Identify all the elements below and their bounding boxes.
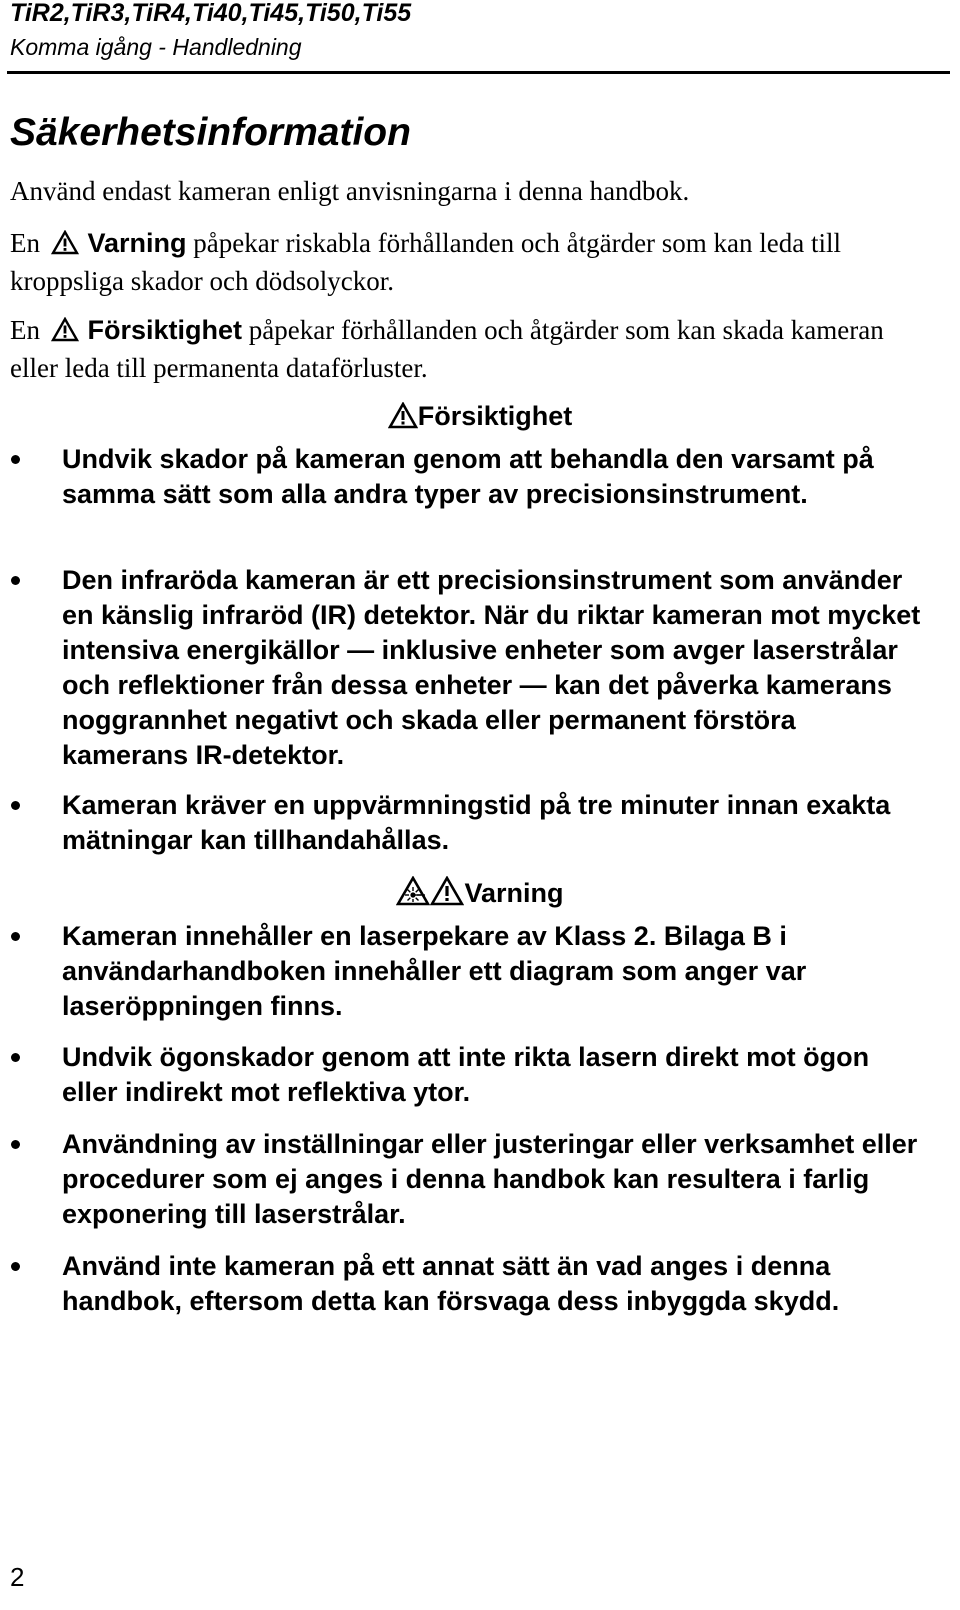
bullet-dot: [11, 1053, 20, 1062]
warning-item-text: Kameran innehåller en laserpekare av Klass 2. Bilaga B i användarhandboken innehåller ett diagram som anger var laseröppningen finns.: [62, 921, 807, 1021]
caution-item-text: Undvik skador på kameran genom att behandla den varsamt på samma sätt som alla andra typer av precisionsinstrument.: [62, 444, 874, 509]
warning-triangle-icon: [51, 316, 79, 351]
document-subtitle: Komma igång - Handledning: [10, 34, 302, 60]
caution-item-text: Den infraröda kameran är ett precisionsinstrument som använder en känslig infraröd (IR) detektor. När du riktar kameran mot mycket intensiva energikällor — inklusive enheter som avger laserstrålar och reflektioner från dessa enheter — kan det påverka kamerans noggrannhet negativt och skada eller permanent förstöra kamerans IR-detektor.: [62, 565, 921, 770]
warning-item: [62, 1127, 922, 1232]
intro-p2-prefix: En: [10, 228, 40, 258]
intro-paragraph-2: [10, 226, 930, 299]
intro-paragraph-1: Använd endast kameran enligt anvisningarna i denna handbok.: [10, 176, 690, 206]
page-number: 2: [10, 1562, 25, 1592]
warning-item: [62, 1249, 922, 1319]
intro-p3-keyword: Försiktighet: [87, 315, 243, 345]
caution-item: [62, 442, 922, 512]
warning-heading: [0, 876, 960, 914]
intro-p2-text: påpekar riskabla förhållanden och åtgärder som kan leda till kroppsliga skador och dödsolyckor.: [10, 228, 842, 296]
intro-paragraph-3: [10, 313, 930, 386]
bullet-dot: [11, 932, 20, 941]
caution-item: [62, 563, 922, 773]
warning-title: Varning: [464, 878, 564, 908]
warning-triangle-icon: [388, 402, 418, 437]
warning-item-text: Användning av inställningar eller justeringar eller verksamhet eller procedurer som ej anges i denna handbok kan resultera i farlig exponering till laserstrålar.: [62, 1129, 918, 1229]
bullet-dot: [11, 1140, 20, 1149]
warning-item: [62, 919, 922, 1024]
warning-item-text: Undvik ögonskador genom att inte rikta lasern direkt mot ögon eller indirekt mot reflektiva ytor.: [62, 1042, 870, 1107]
intro-p3-text: påpekar förhållanden och åtgärder som kan skada kameran eller leda till permanenta dataförluster.: [10, 315, 884, 383]
intro-p3-prefix: En: [10, 315, 40, 345]
warning-item: [62, 1040, 922, 1110]
section-title: Säkerhetsinformation: [10, 111, 411, 154]
warning-triangle-icon: [430, 876, 464, 914]
header-divider: [7, 71, 950, 74]
intro-p2-keyword: Varning: [87, 228, 187, 258]
caution-item-text: Kameran kräver en uppvärmningstid på tre minuter innan exakta mätningar kan tillhandahållas.: [62, 790, 891, 855]
caution-heading: [0, 399, 960, 437]
caution-title: Försiktighet: [417, 401, 573, 431]
laser-hazard-icon: [396, 876, 430, 914]
warning-item-text: Använd inte kameran på ett annat sätt än vad anges i denna handbok, eftersom detta kan försvaga dess inbyggda skydd.: [62, 1251, 840, 1316]
bullet-dot: [11, 576, 20, 585]
caution-item: [62, 788, 922, 858]
bullet-dot: [11, 455, 20, 464]
model-list: TiR2,TiR3,TiR4,Ti40,Ti45,Ti50,Ti55: [10, 0, 412, 27]
bullet-dot: [11, 801, 20, 810]
warning-triangle-icon: [51, 229, 79, 264]
bullet-dot: [11, 1262, 20, 1271]
